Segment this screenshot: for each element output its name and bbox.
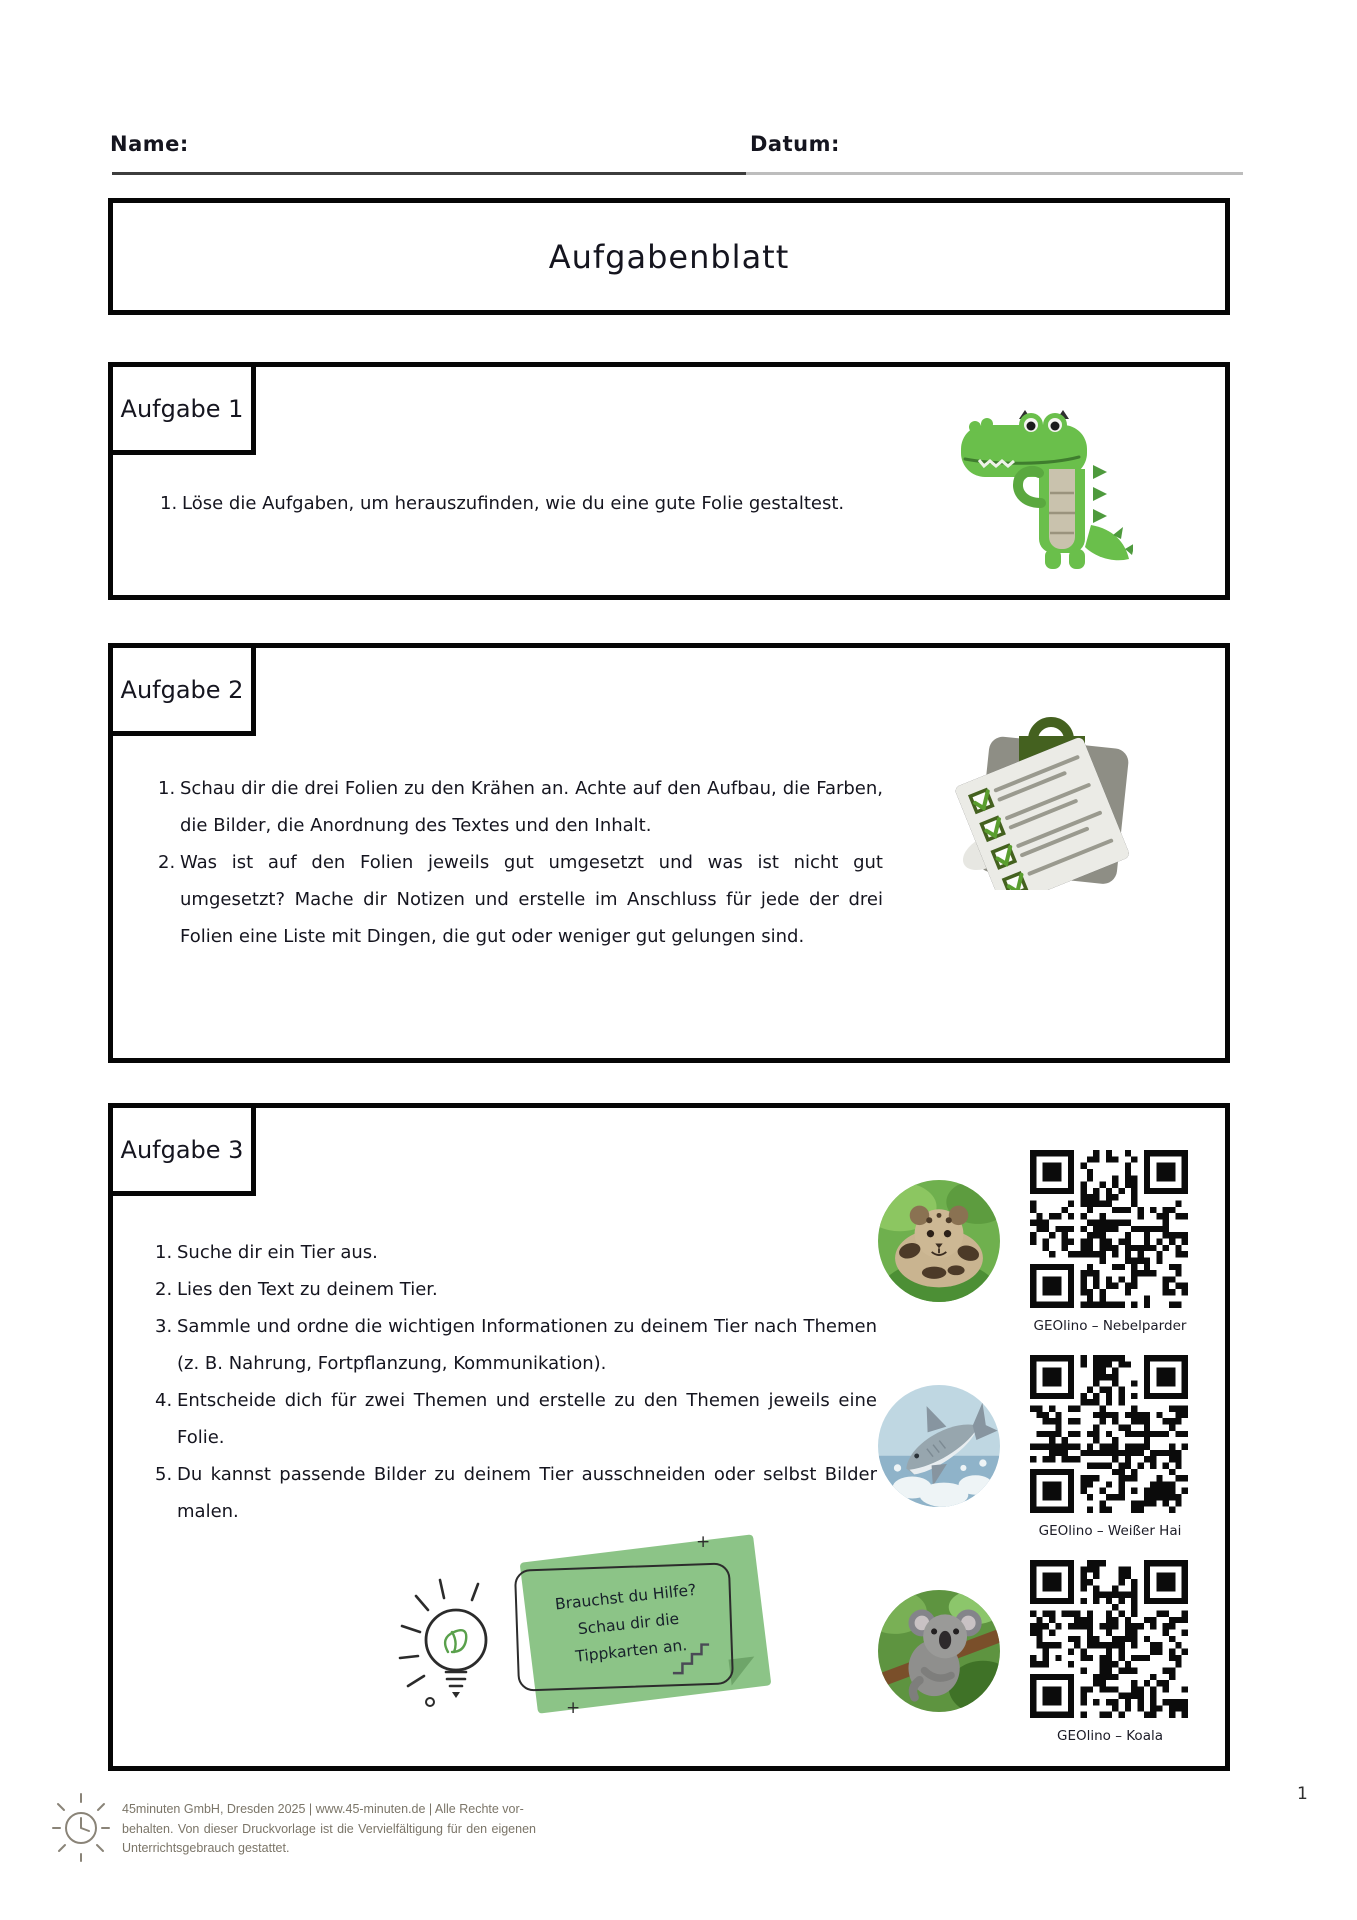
list-item: 1. Schau dir die drei Folien zu den Krähen an. Achte auf den Aufbau, die Farben, die Bilder, die Anordnung des Textes und den Inhalt.	[158, 778, 883, 836]
task2-label: Aufgabe 2	[108, 643, 256, 736]
list-item: 2. Was ist auf den Folien jeweils gut umgesetzt und was ist nicht gut umgesetzt? Mache dir Notizen und erstelle im Anschluss für jede der drei Folien eine Liste mit Dingen, die gut oder weniger gut gelungen sind.	[158, 852, 883, 947]
hint-text: Brauchst du Hilfe? Schau dir die Tippkarten an.	[554, 1580, 698, 1666]
koala-photo	[878, 1590, 1000, 1712]
qr-code-koala	[1030, 1560, 1188, 1718]
list-item: 5. Du kannst passende Bilder zu deinem Tier ausschneiden oder selbst Bilder malen.	[155, 1464, 877, 1522]
lightbulb-icon	[394, 1574, 534, 1724]
copyright-text: 45minuten GmbH, Dresden 2025 | www.45-minuten.de | Alle Rechte vor- behalten. Von dieser Druckvorlage ist die Vervielfältigung für den eigenen Unterrichtsgebrauch gestattet.	[122, 1802, 536, 1855]
page-number: 1	[1297, 1784, 1308, 1804]
list-item: 2. Lies den Text zu deinem Tier.	[155, 1279, 438, 1300]
great-white-shark-photo	[878, 1385, 1000, 1507]
task1-instructions	[160, 483, 850, 525]
page-title: Aufgabenblatt	[548, 237, 790, 276]
plus-doodle: +	[696, 1532, 711, 1552]
task1-label: Aufgabe 1	[108, 362, 256, 455]
list-item: 3. Sammle und ordne die wichtigen Informationen zu deinem Tier nach Themen (z. B. Nahrung, Fortpflanzung, Kommunikation).	[155, 1316, 877, 1374]
task2-section	[108, 643, 1230, 1063]
date-write-line	[746, 172, 1243, 175]
name-write-line	[112, 172, 746, 175]
qr-caption: GEOlino – Weißer Hai	[1038, 1523, 1182, 1539]
task2-instructions	[158, 770, 883, 955]
task1-section	[108, 362, 1230, 600]
name-field-label: Name:	[110, 132, 189, 156]
qr-caption: GEOlino – Koala	[1056, 1728, 1163, 1744]
task3-instructions	[155, 1234, 877, 1530]
title-box	[108, 198, 1230, 315]
task3-label: Aufgabe 3	[108, 1103, 256, 1196]
qr-code-weisser-hai	[1030, 1355, 1188, 1513]
stairs-doodle	[670, 1636, 712, 1676]
qr-code-nebelparder	[1030, 1150, 1188, 1308]
list-item: 1. Löse die Aufgaben, um herauszufinden, wie du eine gute Folie gestaltest.	[160, 493, 845, 514]
clouded-leopard-photo	[878, 1180, 1000, 1302]
list-item: 1. Suche dir ein Tier aus.	[155, 1242, 378, 1263]
list-item: 4. Entscheide dich für zwei Themen und erstelle zu den Themen jeweils eine Folie.	[155, 1390, 877, 1448]
help-hint-note	[408, 1532, 778, 1730]
crocodile-icon	[953, 407, 1133, 572]
checklist-clipboard-icon	[945, 710, 1150, 890]
date-field-label: Datum:	[750, 132, 840, 156]
task3-section	[108, 1103, 1230, 1771]
qr-caption: GEOlino – Nebelparder	[1033, 1318, 1187, 1334]
plus-doodle: +	[566, 1698, 581, 1718]
45minuten-logo	[50, 1788, 112, 1866]
